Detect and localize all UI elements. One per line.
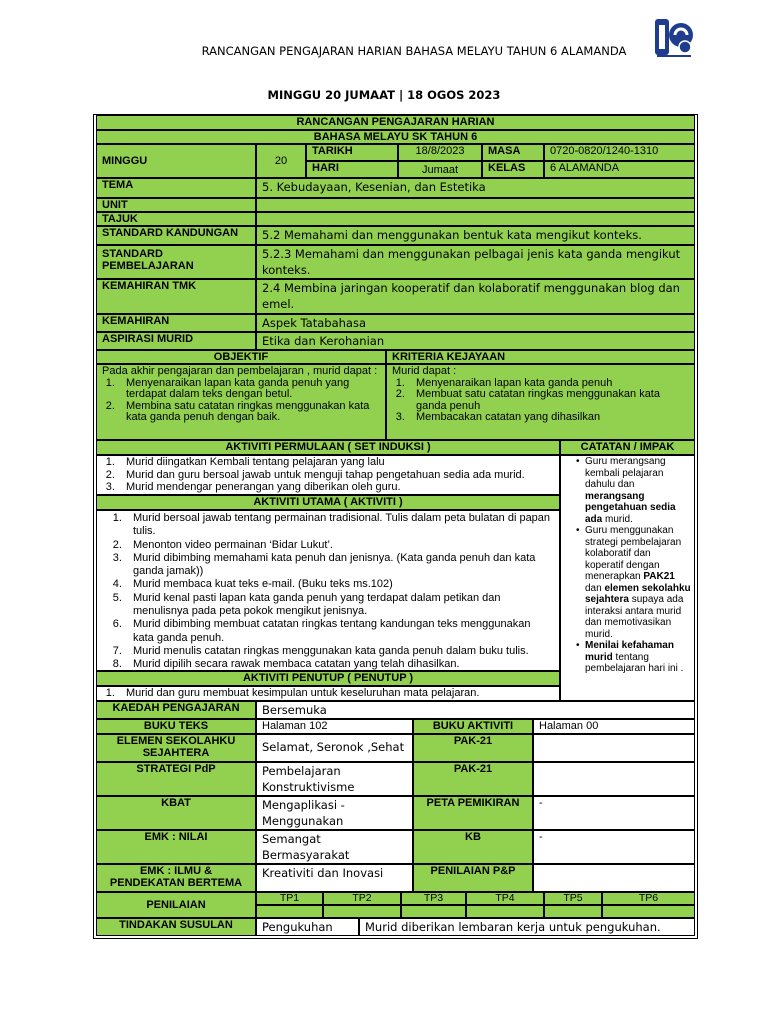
list-item: 7. Murid menulis catatan ringkas menggunakan kata ganda penuh dalam buku tulis.: [125, 645, 554, 658]
objektif-list: [102, 378, 380, 424]
tp6-value: [602, 905, 695, 918]
emk-nilai-value: Semangat Bermasyarakat: [256, 830, 413, 864]
list-item: 2. Murid dan guru bersoal jawab untuk menguji tahap pengetahuan sedia ada murid.: [118, 469, 554, 482]
list-item: 6. Murid dibimbing membuat catatan ringkas tentang kandungan teks menggunakan kata ganda penuh.: [125, 618, 554, 645]
school-logo-icon: [653, 15, 695, 59]
lesson-plan-table: [93, 114, 698, 939]
elemen-value: Selamat, Seronok ,Sehat: [256, 734, 413, 762]
list-item: 1. Menyenaraikan lapan kata ganda penuh yang terdapat dalam teks dengan betul.: [118, 378, 380, 401]
bukuaktiviti-value: Halaman 00: [533, 719, 695, 734]
list-item: • Guru menggunakan strategi pembelajaran kolaboratif dan koperatif dengan menerapkan PAK21 dan elemen sekolahku sejahtera supaya ada interaksi antara murid dan memotivasikan murid.: [585, 525, 691, 640]
permulaan-content: [96, 455, 560, 495]
sp-value: 5.2.3 Memahami dan menggunakan pelbagai jenis kata ganda mengikut konteks.: [256, 245, 695, 279]
kelas-label: KELAS: [482, 161, 544, 178]
sp-label: STANDARD PEMBELAJARAN: [96, 245, 256, 279]
sk-label: STANDARD KANDUNGAN: [96, 226, 256, 245]
tp4-value: [466, 905, 544, 918]
masa-label: MASA: [482, 144, 544, 161]
tp4-header: TP4: [466, 892, 544, 905]
susulan-value1: Pengukuhan: [256, 918, 359, 936]
permulaan-list: [102, 456, 554, 494]
kaedah-value: Bersemuka: [256, 701, 695, 719]
list-item: 8. Murid dipilih secara rawak membaca catatan yang telah dihasilkan.: [125, 658, 554, 671]
list-item: • Guru merangsang kembali pelajaran dahulu dan merangsang pengetahuan sedia ada murid.: [585, 456, 691, 525]
sk-value: 5.2 Memahami dan menggunakan bentuk kata mengikut konteks.: [256, 226, 695, 245]
tp6-header: TP6: [602, 892, 695, 905]
minggu-value: 20: [256, 144, 306, 178]
tp5-header: TP5: [544, 892, 602, 905]
tp1-header: TP1: [256, 892, 323, 905]
bukuaktiviti-label: BUKU AKTIVITI: [413, 719, 533, 734]
penilaian-pp-label: PENILAIAN P&P: [413, 864, 533, 892]
header-title: RANCANGAN PENGAJARAN HARIAN BAHASA MELAYU TAHUN 6 ALAMANDA: [201, 44, 627, 58]
kriteria-content: [386, 364, 695, 440]
minggu-label: MINGGU: [96, 144, 256, 178]
emk-ilmu-label: EMK : ILMU & PENDEKATAN BERTEMA: [96, 864, 256, 892]
tema-label: TEMA: [96, 178, 256, 198]
list-item: 1. Murid dan guru membuat kesimpulan untuk keseluruhan mata pelajaran.: [118, 687, 554, 699]
aspirasi-label: ASPIRASI MURID: [96, 332, 256, 350]
kaedah-label: KAEDAH PENGAJARAN: [96, 701, 256, 719]
penutup-list: [102, 687, 554, 699]
kb-label: KB: [413, 830, 533, 864]
list-item: 3. Membacakan catatan yang dihasilkan: [408, 412, 689, 424]
list-item: 3. Murid dibimbing memahami kata penuh dan jenisnya. (Kata ganda penuh dan kata ganda jamak)): [125, 552, 554, 579]
susulan-value2: Murid diberikan lembaran kerja untuk pengukuhan.: [359, 918, 695, 936]
list-item: 1. Menyenaraikan lapan kata ganda penuh: [408, 378, 689, 390]
strategi-value: Pembelajaran Konstruktivisme: [256, 762, 413, 796]
kemahiran-label: KEMAHIRAN: [96, 314, 256, 332]
penilaian-label: PENILAIAN: [96, 892, 256, 918]
kelas-value: 6 ALAMANDA: [544, 161, 695, 178]
tp2-value: [323, 905, 401, 918]
week-line: MINGGU 20 JUMAAT | 18 OGOS 2023: [267, 88, 501, 102]
kriteria-header: KRITERIA KEJAYAAN: [386, 350, 695, 364]
hari-label: HARI: [306, 161, 398, 178]
tmk-label: KEMAHIRAN TMK: [96, 279, 256, 314]
kriteria-list: [392, 378, 689, 424]
table-title: RANCANGAN PENGAJARAN HARIAN: [96, 115, 695, 130]
strategi-label: STRATEGI PdP: [96, 762, 256, 796]
tp1-value: [256, 905, 323, 918]
list-item: 1. Murid bersoal jawab tentang permainan tradisional. Tulis dalam peta bulatan di papan tulis.: [125, 512, 554, 539]
permulaan-header: AKTIVITI PERMULAAN ( SET INDUKSI ): [96, 440, 560, 455]
tajuk-label: TAJUK: [96, 212, 256, 226]
kbat-value: Mengaplikasi - Menggunakan: [256, 796, 413, 830]
tmk-value: 2.4 Membina jaringan kooperatif dan kolaboratif menggunakan blog dan emel.: [256, 279, 695, 314]
penutup-header: AKTIVITI PENUTUP ( PENUTUP ): [96, 671, 560, 686]
tp2-header: TP2: [323, 892, 401, 905]
peta-value: -: [533, 796, 695, 830]
table-subtitle: BAHASA MELAYU SK TAHUN 6: [96, 130, 695, 144]
hari-value: Jumaat: [398, 161, 482, 178]
tarikh-label: TARIKH: [306, 144, 398, 161]
list-item: 2. Membina satu catatan ringkas menggunakan kata kata ganda penuh dengan baik.: [118, 401, 380, 424]
pak21-value: [533, 734, 695, 762]
list-item: 3. Murid mendengar penerangan yang diberikan oleh guru.: [118, 481, 554, 494]
list-item: • Menilai kefahaman murid tentang pembelajaran hari ini .: [585, 640, 691, 675]
list-item: 2. Membuat satu catatan ringkas menggunakan kata ganda penuh: [408, 389, 689, 412]
penilaian-pp-value: [533, 864, 695, 892]
pak21b-label: PAK-21: [413, 762, 533, 796]
elemen-label: ELEMEN SEKOLAHKU SEJAHTERA: [96, 734, 256, 762]
tajuk-value: [256, 212, 695, 226]
list-item: 1. Murid diingatkan Kembali tentang pelajaran yang lalu: [118, 456, 554, 469]
kriteria-intro: Murid dapat :: [392, 365, 457, 377]
utama-list: [109, 512, 554, 671]
tema-value: 5. Kebudayaan, Kesenian, dan Estetika: [256, 178, 695, 198]
kb-value: -: [533, 830, 695, 864]
utama-header: AKTIVITI UTAMA ( AKTIVITI ): [96, 495, 560, 510]
bukuteks-label: BUKU TEKS: [96, 719, 256, 734]
masa-value: 0720-0820/1240-1310: [544, 144, 695, 161]
aspirasi-value: Etika dan Kerohanian: [256, 332, 695, 350]
list-item: 5. Murid kenal pasti lapan kata ganda penuh yang terdapat dalam petikan dan menulisnya pada peta pokok mengikut jenisnya.: [125, 592, 554, 619]
tp3-value: [401, 905, 466, 918]
tp5-value: [544, 905, 602, 918]
tarikh-value: 18/8/2023: [398, 144, 482, 161]
bukuteks-value: Halaman 102: [256, 719, 413, 734]
pak21-label: PAK-21: [413, 734, 533, 762]
catatan-list: [575, 456, 691, 675]
pak21b-value: [533, 762, 695, 796]
emk-nilai-label: EMK : NILAI: [96, 830, 256, 864]
catatan-content: [560, 455, 695, 701]
catatan-header: CATATAN / IMPAK: [560, 440, 695, 455]
objektif-content: [96, 364, 386, 440]
list-item: 2. Menonton video permainan ‘Bidar Lukut’.: [125, 539, 554, 552]
list-item: 4. Murid membaca kuat teks e-mail. (Buku teks ms.102): [125, 578, 554, 591]
objektif-intro: Pada akhir pengajaran dan pembelajaran , murid dapat :: [102, 365, 378, 377]
kemahiran-value: Aspek Tatabahasa: [256, 314, 695, 332]
penutup-content: [96, 686, 560, 701]
susulan-label: TINDAKAN SUSULAN: [96, 918, 256, 936]
unit-value: [256, 198, 695, 212]
emk-ilmu-value: Kreativiti dan Inovasi: [256, 864, 413, 892]
kbat-label: KBAT: [96, 796, 256, 830]
unit-label: UNIT: [96, 198, 256, 212]
utama-content: [96, 510, 560, 671]
objektif-header: OBJEKTIF: [96, 350, 386, 364]
peta-label: PETA PEMIKIRAN: [413, 796, 533, 830]
tp3-header: TP3: [401, 892, 466, 905]
